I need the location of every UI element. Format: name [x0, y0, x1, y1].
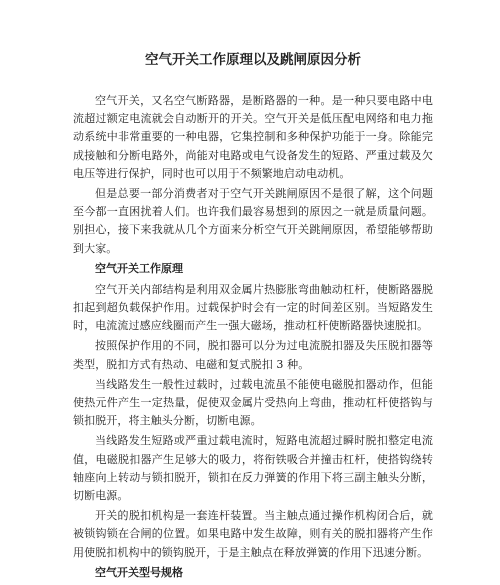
- page-title: 空气开关工作原理以及跳闸原因分析: [145, 52, 361, 68]
- intro-paragraph-1: 空气开关，又名空气断路器，是断路器的一种。是一种只要电路中电流超过额定电流就会自动断开的开关。空气开关是低压配电网络和电力拖动系统中非常重要的一种电器，它集控制和多种保护功能于一身。除能完成接触和分断电路外，尚能对电路或电气设备发生的短路、严重过载及欠电压等进行保护，同时也可以用于不频繁地启动电动机。: [73, 94, 433, 180]
- document-page: [73, 0, 433, 579]
- intro-paragraph-2: 但是总要一部分消费者对于空气开关跳闸原因不是很了解，这个问题至今都一直困扰着人们。也许我们最容易想到的原因之一就是质量问题。别担心，接下来我就从几个方面来分析空气开关跳闸原因，希望能够帮助到大家。: [73, 187, 433, 255]
- principle-paragraph-2: 按照保护作用的不同，脱扣器可以分为过电流脱扣器及失压脱扣器等类型，脱扣方式有热动、电磁和复式脱扣 3 种。: [73, 339, 433, 371]
- section-heading-model-specs: 空气开关型号规格: [95, 565, 183, 579]
- document-body: [73, 92, 433, 585]
- principle-paragraph-4: 当线路发生短路或严重过载电流时，短路电流超过瞬时脱扣整定电流值，电磁脱扣器产生足够大的吸力，将衔铁吸合并撞击杠杆，使搭钩绕转轴座向上转动与锁扣脱开，锁扣在反力弹簧的作用下将三副主触头分断，切断电源。: [73, 434, 433, 503]
- principle-paragraph-1: 空气开关内部结构是利用双金属片热膨胀弯曲触动杠杆，使断路器脱扣起到超负载保护作用。过载保护时会有一定的时间差区别。当短路发生时，电流流过感应线圈而产生一强大磁场，推动杠杆使断路器快速脱扣。: [73, 282, 433, 333]
- principle-paragraph-5: 开关的脱扣机构是一套连杆装置。当主触点通过操作机构闭合后，就被锁钩锁在合闸的位置。如果电路中发生故障，则有关的脱扣器将产生作用使脱扣机构中的锁钩脱开，于是主触点在释放弹簧的作用下迅速分断。: [73, 509, 433, 559]
- section-heading-working-principle: 空气开关工作原理: [95, 261, 183, 275]
- principle-paragraph-3: 当线路发生一般性过载时，过载电流虽不能使电磁脱扣器动作，但能使热元件产生一定热量，促使双金属片受热向上弯曲，推动杠杆使搭钩与锁扣脱开，将主触头分断，切断电源。: [73, 377, 433, 428]
